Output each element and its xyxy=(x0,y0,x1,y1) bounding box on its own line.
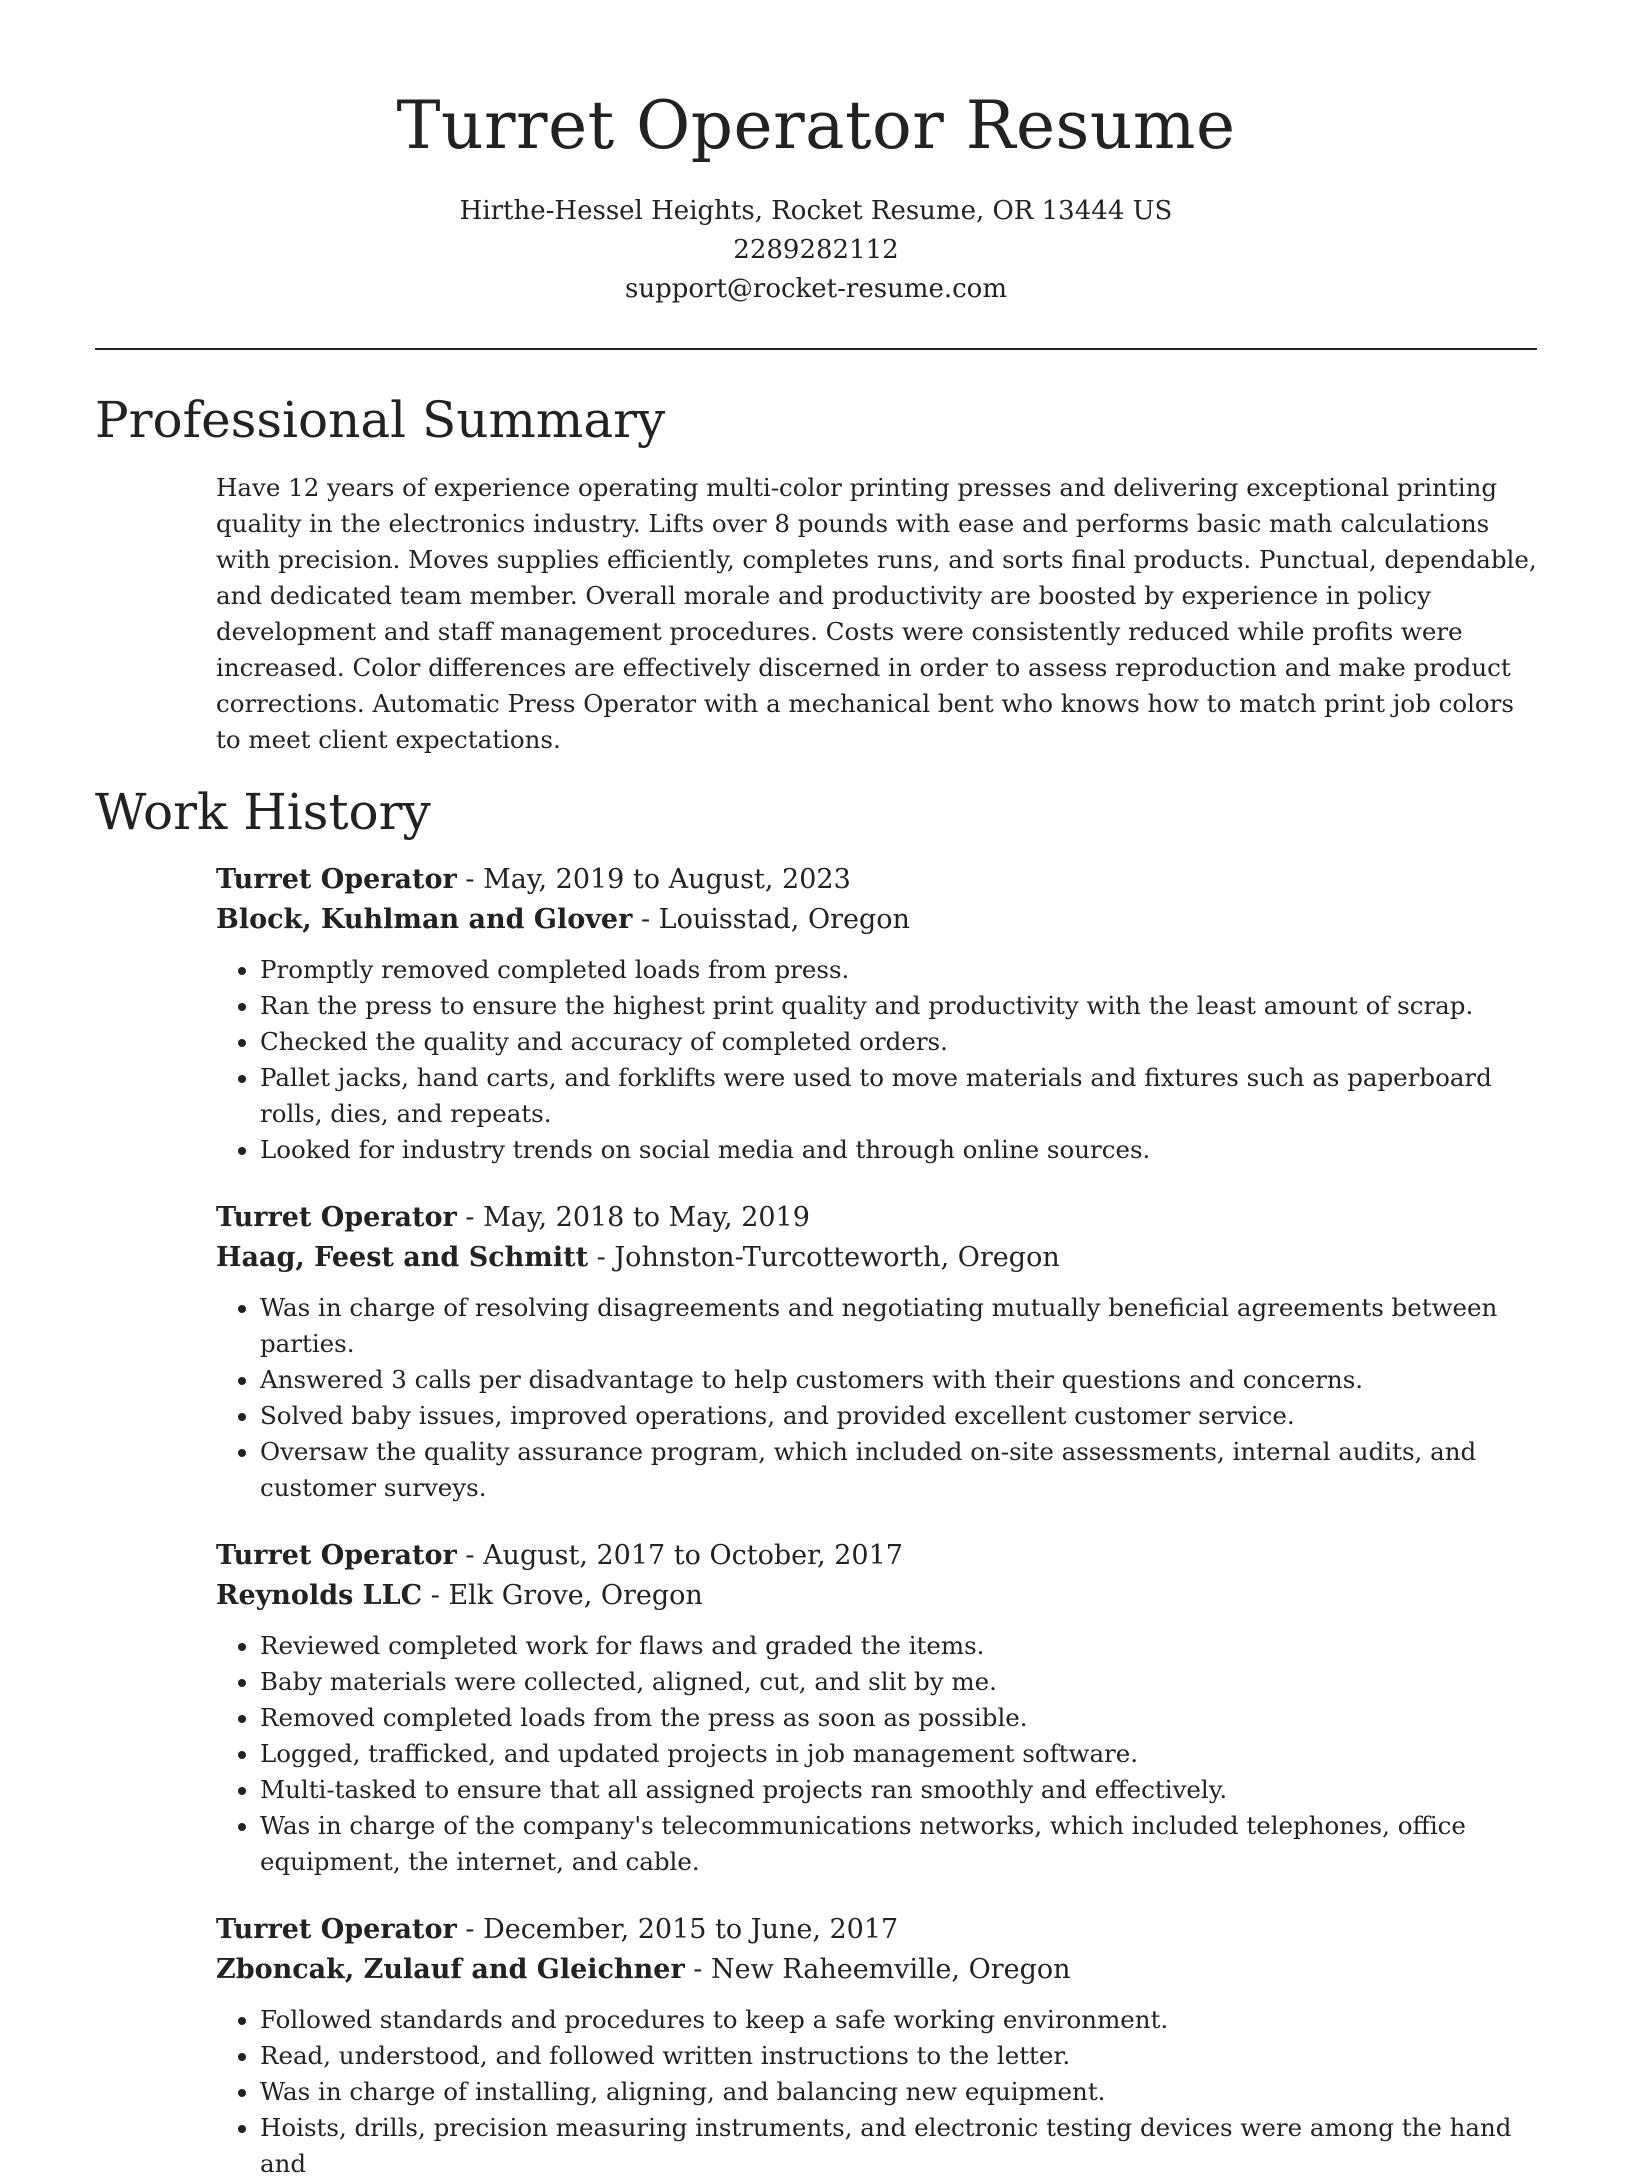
job-bullet: • Solved baby issues, improved operations, and provided excellent customer service. xyxy=(260,1398,1537,1434)
job-location-separator: - xyxy=(596,1242,615,1273)
job-title-line xyxy=(216,860,1537,900)
job-bullet: • Was in charge of the company's telecommunications networks, which included telephones, office equipment, the internet, and cable. xyxy=(260,1808,1537,1880)
job-title: Turret Operator xyxy=(216,1914,457,1945)
job-dates-separator: - xyxy=(465,1540,484,1571)
job-title-line xyxy=(216,1198,1537,1238)
job-company-line xyxy=(216,1238,1537,1278)
work-history-heading: Work History xyxy=(95,783,431,841)
job-bullet: • Multi-tasked to ensure that all assigned projects ran smoothly and effectively. xyxy=(260,1772,1537,1808)
job-bullet: • Looked for industry trends on social media and through online sources. xyxy=(260,1132,1537,1168)
contact-email: support@rocket-resume.com xyxy=(624,274,1007,304)
job-bullets xyxy=(216,2002,1537,2182)
job-bullet: • Pallet jacks, hand carts, and forklifts were used to move materials and fixtures such as paperboard rolls, dies, and repeats. xyxy=(260,1060,1537,1132)
contact-block xyxy=(0,192,1632,309)
job-title: Turret Operator xyxy=(216,864,457,895)
job-bullet: • Logged, trafficked, and updated projects in job management software. xyxy=(260,1736,1537,1772)
job-bullet: • Answered 3 calls per disadvantage to help customers with their questions and concerns. xyxy=(260,1362,1537,1398)
summary-heading: Professional Summary xyxy=(95,391,666,449)
job-company-line xyxy=(216,1576,1537,1616)
job-bullet: • Removed completed loads from the press as soon as possible. xyxy=(260,1700,1537,1736)
job-dates-separator: - xyxy=(465,1202,484,1233)
job-location: Elk Grove, Oregon xyxy=(448,1580,703,1611)
work-history-list xyxy=(216,860,1537,2182)
job-entry xyxy=(216,1910,1537,2182)
job-title: Turret Operator xyxy=(216,1540,457,1571)
job-bullet: • Was in charge of installing, aligning, and balancing new equipment. xyxy=(260,2074,1537,2110)
job-bullets xyxy=(216,952,1537,1168)
job-dates: December, 2015 to June, 2017 xyxy=(483,1914,899,1945)
job-entry xyxy=(216,1536,1537,1880)
job-bullet: • Followed standards and procedures to keep a safe working environment. xyxy=(260,2002,1537,2038)
resume-title: Turret Operator Resume xyxy=(396,87,1236,164)
job-company: Block, Kuhlman and Glover xyxy=(216,904,633,935)
job-location-separator: - xyxy=(693,1954,711,1985)
job-bullet: • Ran the press to ensure the highest print quality and productivity with the least amount of scrap. xyxy=(260,988,1537,1024)
job-location-separator: - xyxy=(640,904,659,935)
job-bullets xyxy=(216,1628,1537,1880)
job-dates: August, 2017 to October, 2017 xyxy=(483,1540,903,1571)
job-bullet: • Oversaw the quality assurance program, which included on-site assessments, internal audits, and customer surveys. xyxy=(260,1434,1537,1506)
resume-header xyxy=(0,0,1632,309)
job-bullet: • Baby materials were collected, aligned, cut, and slit by me. xyxy=(260,1664,1537,1700)
job-location: Louisstad, Oregon xyxy=(658,904,910,935)
contact-address: Hirthe-Hessel Heights, Rocket Resume, OR 13444 US xyxy=(459,196,1173,226)
job-bullet: • Hoists, drills, precision measuring instruments, and electronic testing devices were among the hand and xyxy=(260,2110,1537,2182)
header-divider xyxy=(95,348,1537,350)
job-company-line xyxy=(216,900,1537,940)
job-entry xyxy=(216,1198,1537,1506)
job-bullets xyxy=(216,1290,1537,1506)
job-location: Johnston-Turcotteworth, Oregon xyxy=(614,1242,1060,1273)
job-company: Reynolds LLC xyxy=(216,1580,423,1611)
job-bullet: • Reviewed completed work for flaws and graded the items. xyxy=(260,1628,1537,1664)
job-dates: May, 2019 to August, 2023 xyxy=(483,864,851,895)
summary-text: Have 12 years of experience operating multi-color printing presses and delivering exceptional printing quality in the electronics industry. Lifts over 8 pounds with ease and performs basic math calculations with precision. Moves supplies efficiently, completes runs, and sorts final products. Punctual, dependable, and dedicated team member. Overall morale and productivity are boosted by experience in policy development and staff management procedures. Costs were consistently reduced while profits were increased. Color differences are effectively discerned in order to assess reproduction and make product corrections. Automatic Press Operator with a mechanical bent who knows how to match print job colors to meet client expectations. xyxy=(216,473,1537,754)
job-dates: May, 2018 to May, 2019 xyxy=(483,1202,810,1233)
job-title-line xyxy=(216,1536,1537,1576)
job-bullet: • Read, understood, and followed written instructions to the letter. xyxy=(260,2038,1537,2074)
job-location: New Raheemville, Oregon xyxy=(710,1954,1071,1985)
job-title: Turret Operator xyxy=(216,1202,457,1233)
job-dates-separator: - xyxy=(465,864,484,895)
job-bullet: • Was in charge of resolving disagreements and negotiating mutually beneficial agreements between parties. xyxy=(260,1290,1537,1362)
job-entry xyxy=(216,860,1537,1168)
job-company-line xyxy=(216,1950,1537,1990)
job-bullet: • Promptly removed completed loads from press. xyxy=(260,952,1537,988)
job-company: Zboncak, Zulauf and Gleichner xyxy=(216,1954,685,1985)
job-location-separator: - xyxy=(430,1580,449,1611)
contact-phone: 2289282112 xyxy=(733,235,899,265)
job-company: Haag, Feest and Schmitt xyxy=(216,1242,589,1273)
job-dates-separator: - xyxy=(465,1914,484,1945)
job-bullet: • Checked the quality and accuracy of completed orders. xyxy=(260,1024,1537,1060)
job-title-line xyxy=(216,1910,1537,1950)
